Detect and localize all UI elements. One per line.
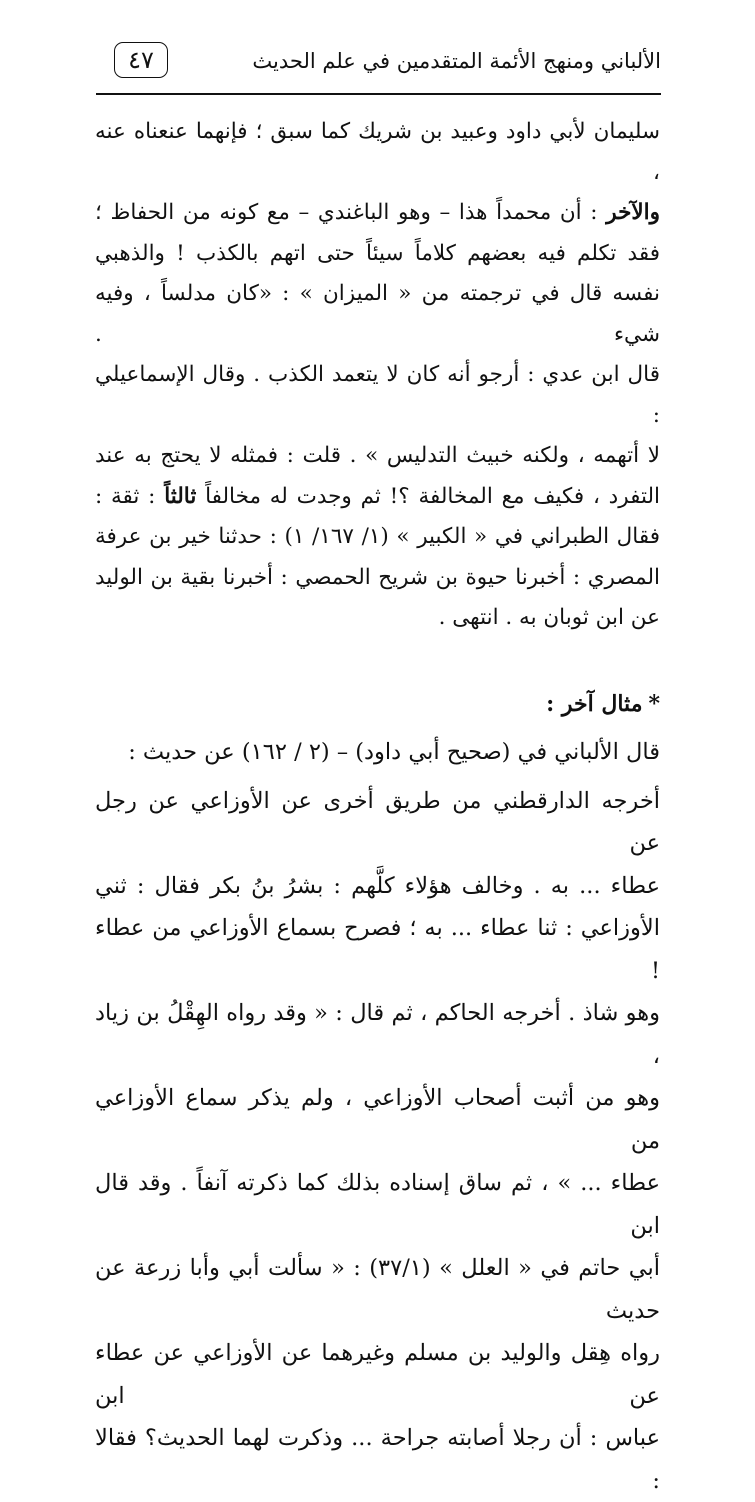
text-line: فقد تكلم فيه بعضهم كلاماً سيئاً حتى اتهم بالكذب ! والذهبي xyxy=(95,234,660,275)
main-text xyxy=(95,112,660,1502)
header-rule xyxy=(96,93,661,95)
text-line: عطاء ... به . وخالف هؤلاء كلَّهم : بشرُ بنُ بكر فقال : ثني xyxy=(95,865,660,908)
line-text: : أن محمداً هذا – وهو الباغندي – مع كونه من الحفاظ ؛ xyxy=(95,200,606,225)
text-line xyxy=(95,477,660,518)
text-line: سليمان لأبي داود وعبيد بن شريك كما سبق ؛ فإنهما عنعناه عنه ، xyxy=(95,112,660,193)
running-header xyxy=(96,38,661,94)
star-marker: * xyxy=(648,691,660,717)
section-heading-text: مثال آخر : xyxy=(546,691,642,717)
text-line: أبي حاتم في « العلل » (٣٧/١) : « سألت أبي وأبا زرعة عن حديث xyxy=(95,1247,660,1332)
text-line: وهو من أثبت أصحاب الأوزاعي ، ولم يذكر سماع الأوزاعي من xyxy=(95,1077,660,1162)
text-line: قال ابن عدي : أرجو أنه كان لا يتعمد الكذب . وقال الإسماعيلي : xyxy=(95,355,660,436)
intro-line: قال الألباني في (صحيح أبي داود) – (٢ / ١٦٢) عن حديث : xyxy=(95,730,660,774)
text-line: الأوزاعي : ثنا عطاء ... به ؛ فصرح بسماع الأوزاعي من عطاء ! xyxy=(95,907,660,992)
section-heading xyxy=(95,684,660,724)
line-text: التفرد ، فكيف مع المخالفة ؟! ثم وجدت له مخالفاً xyxy=(196,484,660,509)
bold-term: ثالثاً xyxy=(164,484,196,509)
page-number xyxy=(114,42,168,78)
text-line xyxy=(95,193,660,234)
paragraph-1 xyxy=(95,112,660,639)
text-line: لا أتهمه ، ولكنه خبيث التدليس » . قلت : فمثله لا يحتج به عند xyxy=(95,436,660,477)
running-title: الألباني ومنهج الأئمة المتقدمين في علم الحديث xyxy=(252,48,661,75)
text-line: عن ابن ثوبان به . انتهى . xyxy=(95,598,660,639)
text-line: المصري : أخبرنا حيوة بن شريح الحمصي : أخبرنا بقية بن الوليد xyxy=(95,558,660,599)
text-line: فقال الطبراني في « الكبير » (١/ ١٦٧/ ١) : حدثنا خير بن عرفة xyxy=(95,517,660,558)
text-line: أخرجه الدارقطني من طريق أخرى عن الأوزاعي عن رجل عن xyxy=(95,780,660,865)
text-line: عباس : أن رجلا أصابته جراحة ... وذكرت لهما الحديث؟ فقالا : xyxy=(95,1417,660,1502)
bold-term: والآخر xyxy=(606,200,660,225)
page-number-text: ٤٧ xyxy=(128,48,154,72)
text-line: رواه هِقل والوليد بن مسلم وغيرهما عن الأوزاعي عن عطاء عن ابن xyxy=(95,1332,660,1417)
line-text: : ثقة : xyxy=(95,484,164,509)
text-line: عطاء ... » ، ثم ساق إسناده بذلك كما ذكرته آنفاً . وقد قال ابن xyxy=(95,1162,660,1247)
paragraph-2 xyxy=(95,780,660,1502)
text-line: وهو شاذ . أخرجه الحاكم ، ثم قال : « وقد رواه الهِقْلُ بن زياد ، xyxy=(95,992,660,1077)
text-line: نفسه قال في ترجمته من « الميزان » : «كان مدلساً ، وفيه شيء . xyxy=(95,274,660,355)
